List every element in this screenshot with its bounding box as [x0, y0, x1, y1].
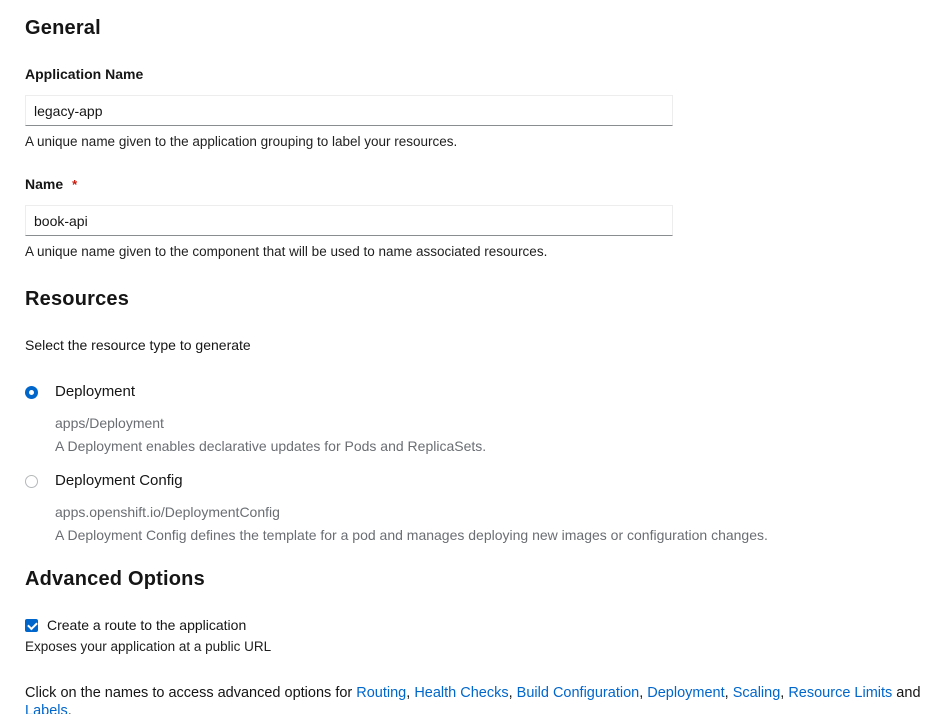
deployment-config-radio-label[interactable]: Deployment Config [55, 472, 183, 489]
advanced-option-link-routing[interactable]: Routing [356, 685, 407, 701]
deployment-radio-button[interactable] [25, 386, 38, 399]
application-name-helper: A unique name given to the application grouping to label your resources. [25, 134, 458, 149]
advanced-options-links-paragraph [25, 684, 930, 714]
resource-type-prompt: Select the resource type to generate [25, 337, 251, 353]
paragraph-text: . [67, 703, 72, 714]
paragraph-text: , [780, 685, 789, 701]
paragraph-text: Click on the names to access advanced options for [25, 685, 357, 701]
advanced-option-link-build-configuration[interactable]: Build Configuration [516, 685, 640, 701]
advanced-option-link-deployment[interactable]: Deployment [647, 685, 725, 701]
deployment-config-radio-button[interactable] [25, 475, 38, 488]
application-name-label: Application Name [25, 66, 144, 82]
section-title-general: General [25, 17, 101, 39]
paragraph-text: and [892, 685, 921, 701]
name-helper: A unique name given to the component that will be used to name associated resources. [25, 244, 548, 259]
radio-option-deployment [25, 384, 930, 454]
advanced-option-link-health-checks[interactable]: Health Checks [414, 685, 509, 701]
create-route-helper: Exposes your application at a public URL [25, 639, 272, 654]
deployment-radio-label[interactable]: Deployment [55, 383, 136, 400]
name-label: Name [25, 176, 64, 192]
deployment-config-description: A Deployment Config defines the template for a pod and manages deploying new images or configuration changes. [55, 527, 768, 543]
create-route-checkbox[interactable] [25, 619, 38, 632]
advanced-option-link-scaling[interactable]: Scaling [732, 685, 781, 701]
deployment-api-group: apps/Deployment [55, 415, 164, 431]
section-title-resources: Resources [25, 288, 130, 310]
required-asterisk: * [72, 177, 78, 192]
resource-type-radio-group [25, 384, 930, 543]
paragraph-text: , [639, 685, 648, 701]
field-name [25, 176, 930, 260]
deployment-description: A Deployment enables declarative updates for Pods and ReplicaSets. [55, 438, 487, 454]
create-route-row [25, 617, 930, 633]
advanced-option-link-labels[interactable]: Labels [25, 703, 68, 714]
paragraph-text: , [508, 685, 517, 701]
field-application-name [25, 66, 930, 150]
deployment-config-api-group: apps.openshift.io/DeploymentConfig [55, 504, 280, 520]
application-name-input[interactable] [25, 95, 673, 126]
name-input[interactable] [25, 205, 673, 236]
paragraph-text: , [724, 685, 733, 701]
create-route-label[interactable]: Create a route to the application [47, 617, 247, 633]
radio-option-deployment-config [25, 473, 930, 543]
section-title-advanced-options: Advanced Options [25, 568, 205, 590]
advanced-option-link-resource-limits[interactable]: Resource Limits [788, 685, 893, 701]
paragraph-text: , [406, 685, 415, 701]
